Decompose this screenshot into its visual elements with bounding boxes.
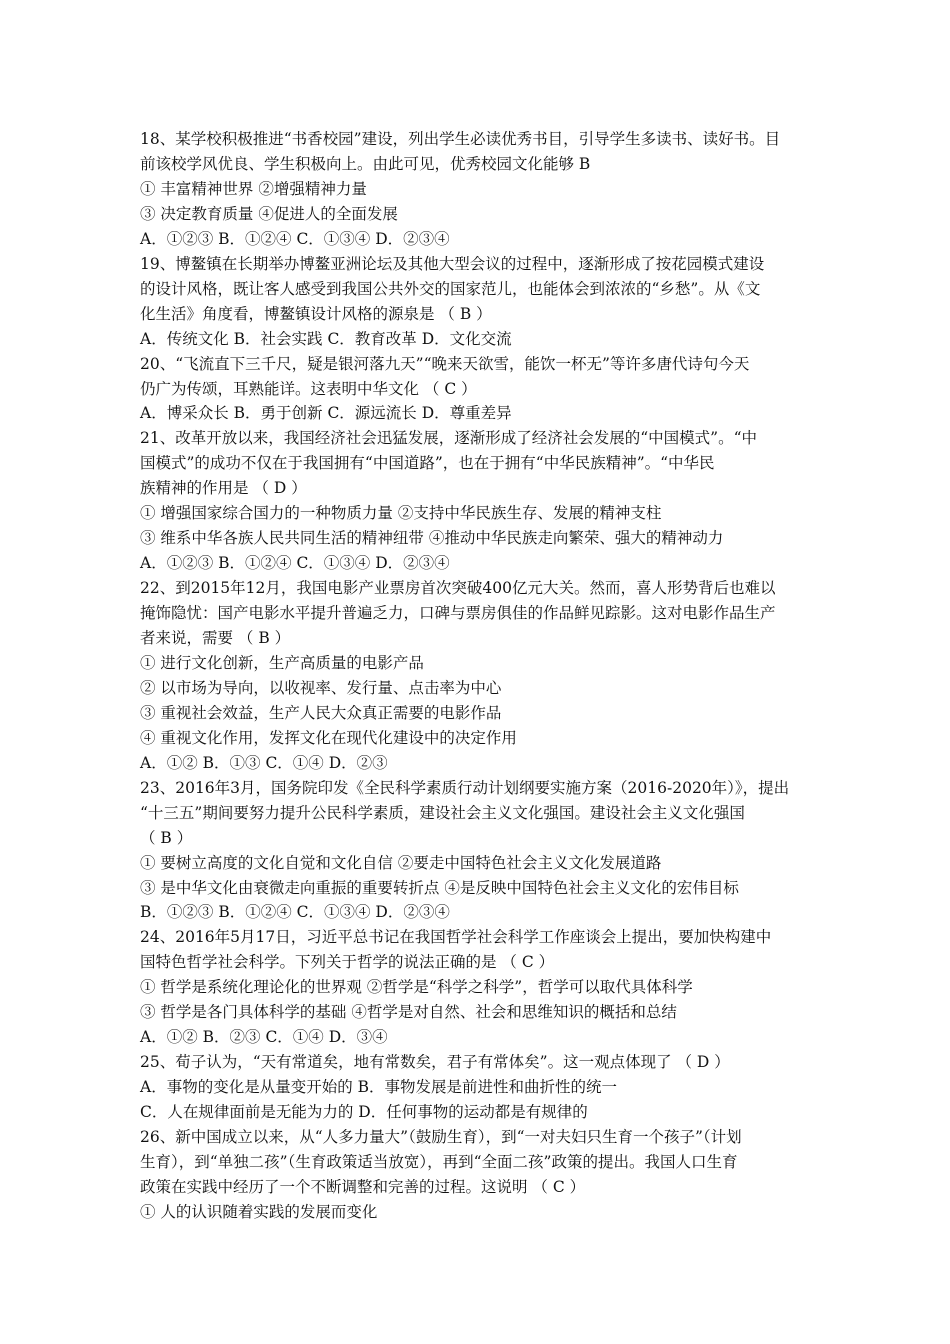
text-line: ③ 维系中华各族人民共同生活的精神纽带 ④推动中华民族走向繁荣、强大的精神动力 xyxy=(140,529,724,548)
text-line: “十三五”期间要努力提升公民科学素质，建设社会主义文化强国。建设社会主义文化强国 xyxy=(140,803,745,822)
text-line: ① 增强国家综合国力的一种物质力量 ②支持中华民族生存、发展的精神支柱 xyxy=(140,504,662,523)
text-line: 21、改革开放以来，我国经济社会迅猛发展，逐渐形成了经济社会发展的“中国模式”。“中 xyxy=(140,429,757,448)
text-line: 19、博鳌镇在长期举办博鳌亚洲论坛及其他大型会议的过程中，逐渐形成了按花园模式建设 xyxy=(140,254,765,273)
text-line: 族精神的作用是 （ D ） xyxy=(140,479,307,498)
text-line: 23、2016年3月，国务院印发《全民科学素质行动计划纲要实施方案（2016-2020年）》，提出 xyxy=(140,778,790,797)
text-line: ① 哲学是系统化理论化的世界观 ②哲学是“科学之科学”，哲学可以取代具体科学 xyxy=(140,978,693,997)
text-line: 政策在实践中经历了一个不断调整和完善的过程。这说明 （ C ） xyxy=(140,1177,586,1196)
text-line: 20、“飞流直下三千尺，疑是银河落九天”“晚来天欲雪，能饮一杯无”等许多唐代诗句今天 xyxy=(140,354,750,373)
text-line: （ B ） xyxy=(140,828,193,847)
text-line: A．①② B．②③ C．①④ D．③④ xyxy=(140,1028,388,1047)
text-line: A．①②③ B．①②④ C．①③④ D．②③④ xyxy=(140,554,450,573)
text-line: C．人在规律面前是无能为力的 D．任何事物的运动都是有规律的 xyxy=(140,1103,588,1122)
text-line: 化生活》角度看，博鳌镇设计风格的源泉是 （ B ） xyxy=(140,304,492,323)
text-line: 仍广为传颂，耳熟能详。这表明中华文化 （ C ） xyxy=(140,379,477,398)
text-line: 掩饰隐忧：国产电影水平提升普遍乏力，口碑与票房俱佳的作品鲜见踪影。这对电影作品生产 xyxy=(140,604,776,623)
text-line: ① 进行文化创新，生产高质量的电影产品 xyxy=(140,653,424,672)
text-line: ③ 决定教育质量 ④促进人的全面发展 xyxy=(140,204,398,223)
text-line: 24、2016年5月17日，习近平总书记在我国哲学社会科学工作座谈会上提出，要加快构建中 xyxy=(140,928,772,947)
text-line: 25、荀子认为，“天有常道矣，地有常数矣，君子有常体矣”。这一观点体现了 （ D ） xyxy=(140,1053,730,1072)
text-line: 国特色哲学社会科学。下列关于哲学的说法正确的是 （ C ） xyxy=(140,953,555,972)
text-line: ④ 重视文化作用，发挥文化在现代化建设中的决定作用 xyxy=(140,728,517,747)
text-line: A．①②③ B．①②④ C．①③④ D．②③④ xyxy=(140,229,450,248)
text-line: A．传统文化 B．社会实践 C．教育改革 D．文化交流 xyxy=(140,329,512,348)
text-line: 者来说，需要 （ B ） xyxy=(140,629,291,647)
text-line: A．①② B．①③ C．①④ D．②③ xyxy=(140,753,388,772)
text-line: 国模式”的成功不仅在于我国拥有“中国道路”，也在于拥有“中华民族精神”。“中华民 xyxy=(140,454,715,473)
text-line: ③ 哲学是各门具体科学的基础 ④哲学是对自然、社会和思维知识的概括和总结 xyxy=(140,1003,677,1022)
text-line: 26、新中国成立以来，从“人多力量大”（鼓励生育），到“一对夫妇只生育一个孩子”（计划 xyxy=(140,1128,742,1146)
text-line: ① 丰富精神世界 ②增强精神力量 xyxy=(140,179,367,198)
text-line: B．①②③ B．①②④ C．①③④ D．②③④ xyxy=(140,903,450,922)
text-line: ② 以市场为导向，以收视率、发行量、点击率为中心 xyxy=(140,678,502,697)
text-line: 前该校学风优良、学生积极向上。由此可见，优秀校园文化能够 B xyxy=(140,154,591,173)
text-line: ③ 是中华文化由衰微走向重振的重要转折点 ④是反映中国特色社会主义文化的宏伟目标 xyxy=(140,878,739,897)
text-line: ③ 重视社会效益，生产人民大众真正需要的电影作品 xyxy=(140,703,502,722)
text-line: 的设计风格，既让客人感受到我国公共外交的国家范儿，也能体会到浓浓的“乡愁”。从《文 xyxy=(140,279,761,298)
text-line: 22、到2015年12月，我国电影产业票房首次突破400亿元大关。然而，喜人形势背后也难以 xyxy=(140,579,776,598)
text-line: 生育），到“单独二孩”（生育政策适当放宽），再到“全面二孩”政策的提出。我国人口生育 xyxy=(140,1152,738,1171)
text-line: ① 人的认识随着实践的发展而变化 xyxy=(140,1202,378,1221)
text-line: ① 要树立高度的文化自觉和文化自信 ②要走中国特色社会主义文化发展道路 xyxy=(140,853,662,872)
text-line: A．事物的变化是从量变开始的 B．事物发展是前进性和曲折性的统一 xyxy=(140,1078,618,1097)
text-line: 18、某学校积极推进“书香校园”建设，列出学生必读优秀书目，引导学生多读书、读好书。目 xyxy=(140,130,781,148)
text-line: A．博采众长 B．勇于创新 C．源远流长 D．尊重差异 xyxy=(140,404,512,423)
